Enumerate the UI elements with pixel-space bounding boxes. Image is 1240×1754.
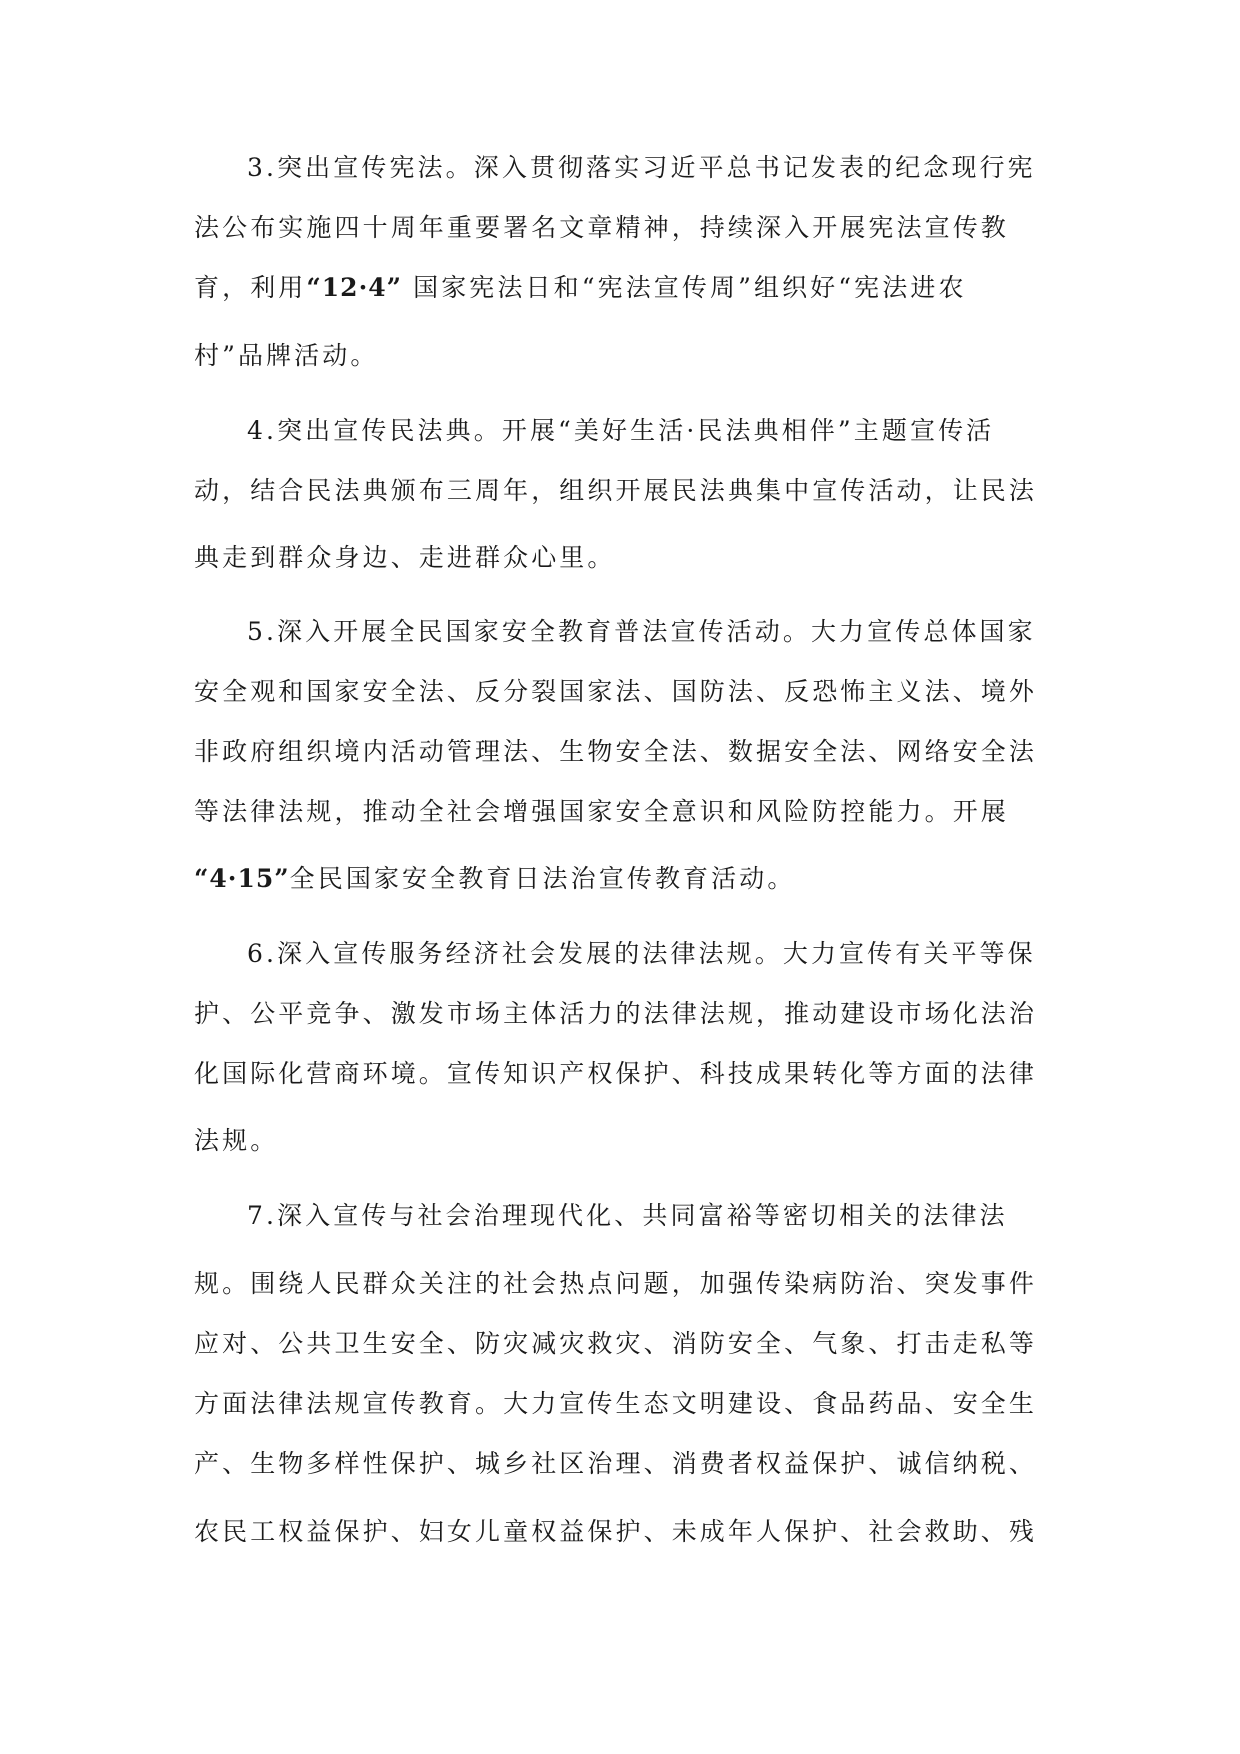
- text-segment: 动，结合民法典颁布三周年，组织开展民法典集中宣传活动，让民法: [194, 476, 1038, 505]
- text-line: [0, 612, 1240, 652]
- text-line: [0, 538, 1240, 578]
- text-segment: 安全观和国家安全法、反分裂国家法、国防法、反恐怖主义法、境外: [194, 677, 1038, 706]
- text-line: [0, 1444, 1240, 1484]
- text-line: [0, 859, 1240, 899]
- text-line: [0, 934, 1240, 974]
- text-segment: 等法律法规，推动全社会增强国家安全意识和风险防控能力。开展: [194, 797, 1009, 826]
- text-segment: 法规。: [194, 1126, 279, 1155]
- text-segment: 典走到群众身边、走进群众心里。: [194, 543, 616, 572]
- text-segment: 全民国家安全教育日法治宣传教育活动。: [289, 864, 796, 893]
- text-line: [0, 336, 1240, 376]
- text-segment: 7.深入宣传与社会治理现代化、共同富裕等密切相关的法律法: [247, 1201, 1008, 1230]
- text-line: [0, 1196, 1240, 1236]
- text-segment: 非政府组织境内活动管理法、生物安全法、数据安全法、网络安全法: [194, 737, 1038, 766]
- text-segment: 育，利用: [194, 273, 307, 302]
- text-line: [0, 1054, 1240, 1094]
- text-segment: 6.深入宣传服务经济社会发展的法律法规。大力宣传有关平等保: [247, 939, 1036, 968]
- text-segment: 法公布实施四十周年重要署名文章精神，持续深入开展宪法宣传教: [194, 213, 1009, 242]
- text-line: [0, 1384, 1240, 1424]
- text-segment: 规。围绕人民群众关注的社会热点问题，加强传染病防治、突发事件: [194, 1269, 1038, 1298]
- text-segment: 5.深入开展全民国家安全教育普法宣传活动。大力宣传总体国家: [247, 617, 1036, 646]
- text-line: [0, 1264, 1240, 1304]
- text-segment: 方面法律法规宣传教育。大力宣传生态文明建设、食品药品、安全生: [194, 1389, 1038, 1418]
- text-segment: 国家宪法日和“宪法宣传周”组织好“宪法进农: [402, 273, 967, 302]
- bold-text-segment: “12·4”: [306, 273, 403, 302]
- text-line: [0, 792, 1240, 832]
- text-line: [0, 1512, 1240, 1552]
- text-segment: 化国际化营商环境。宣传知识产权保护、科技成果转化等方面的法律: [194, 1059, 1038, 1088]
- text-segment: 产、生物多样性保护、城乡社区治理、消费者权益保护、诚信纳税、: [194, 1449, 1038, 1478]
- text-line: [0, 471, 1240, 511]
- text-segment: 村”品牌活动。: [194, 341, 379, 370]
- text-segment: 护、公平竞争、激发市场主体活力的法律法规，推动建设市场化法治: [194, 999, 1038, 1028]
- bold-text-segment: “4·15”: [194, 864, 290, 893]
- text-line: [0, 672, 1240, 712]
- text-segment: 3.突出宣传宪法。深入贯彻落实习近平总书记发表的纪念现行宪: [247, 153, 1036, 182]
- text-line: [0, 1324, 1240, 1364]
- text-line: [0, 411, 1240, 451]
- text-line: [0, 1121, 1240, 1161]
- text-line: [0, 994, 1240, 1034]
- text-segment: 应对、公共卫生安全、防灾减灾救灾、消防安全、气象、打击走私等: [194, 1329, 1038, 1358]
- text-line: [0, 732, 1240, 772]
- text-line: [0, 268, 1240, 308]
- text-line: [0, 148, 1240, 188]
- text-line: [0, 208, 1240, 248]
- text-segment: 4.突出宣传民法典。开展“美好生活·民法典相伴”主题宣传活: [247, 416, 995, 445]
- text-segment: 农民工权益保护、妇女儿童权益保护、未成年人保护、社会救助、残: [194, 1517, 1038, 1546]
